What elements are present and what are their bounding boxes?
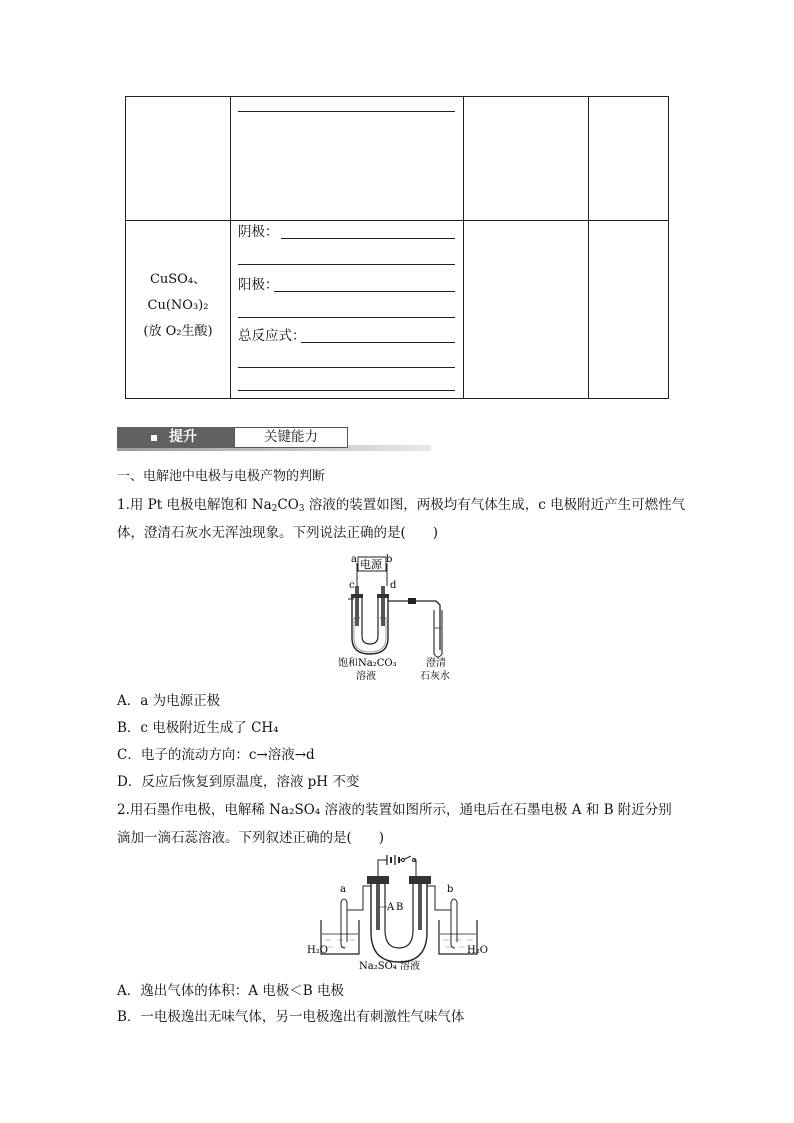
table-cell-4 — [589, 97, 669, 221]
table-cell-equation-1 — [231, 97, 464, 221]
answer-blank — [274, 291, 455, 292]
electrode-c — [355, 586, 359, 626]
q1-line-2: 体，澄清石灰水无浑浊现象。下列说法正确的是( ) — [117, 525, 439, 541]
table-cell-3 — [464, 97, 589, 221]
fig2-label-b: b — [447, 884, 454, 895]
answer-blank — [238, 264, 455, 265]
q1-line-1: 1.用 Pt 电极电解饱和 $Na_2CO_3$ 溶液的装置如图，两极均有气体生成，c 电极附近产生可燃性气 — [117, 497, 686, 514]
q1-option-b: B．c 电极附近生成了 CH₄ — [117, 720, 279, 736]
table-cell-salt-1 — [126, 97, 231, 221]
fig2-water-left: H₂O — [307, 945, 328, 956]
section-heading: 一、电解池中电极与电极产物的判断 — [117, 469, 326, 484]
q2-option-a: A．逸出气体的体积：A 电极＜B 电极 — [117, 983, 345, 999]
table-cell-4 — [589, 221, 669, 399]
q2-line-1: 2.用石墨作电极，电解稀 Na₂SO₄ 溶液的装置如图所示，通电后在石墨电极 A 和 B 附近分别 — [117, 802, 672, 818]
q2-option-b: B．一电极逸出无味气体，另一电极逸出有刺激性气味气体 — [117, 1009, 465, 1025]
total-reaction-label: 总反应式： — [238, 328, 306, 344]
table-cell-salt-2 — [126, 221, 231, 399]
fig2-label-a: a — [340, 884, 346, 895]
fig2-solution-label: Na₂SO₄ 溶液 — [359, 961, 420, 972]
fig2-water-right: H₂O — [467, 945, 488, 956]
gas-delivery-tube — [388, 601, 440, 650]
fig2-label-A: A — [387, 902, 395, 913]
electrode-B — [418, 884, 422, 930]
fig1-lime-line2: 石灰水 — [420, 671, 450, 682]
salt-line-3: (放 O₂生酸) — [143, 324, 213, 339]
answer-blank — [238, 111, 455, 112]
q2-line-2: 滴加一滴石蕊溶液。下列叙述正确的是( ) — [117, 830, 385, 846]
anode-label: 阳极： — [238, 277, 279, 293]
fig1-label-b: b — [386, 554, 393, 565]
table-cell-equation-2 — [231, 221, 464, 399]
q1-apparatus-figure — [330, 550, 470, 686]
salt-line-2: Cu(NO₃)₂ — [147, 298, 209, 313]
fig2-label-B: B — [396, 902, 404, 913]
fig1-power-label: 电源 — [360, 558, 382, 571]
fig1-solution-line2: 溶液 — [356, 671, 376, 682]
electrolysis-table — [125, 96, 669, 399]
banner-title: 关键能力 — [234, 427, 348, 448]
fig1-label-c: c — [349, 580, 355, 591]
answer-blank — [238, 367, 455, 368]
salt-line-1: CuSO₄、 — [149, 272, 207, 287]
q2-apparatus-figure — [303, 852, 493, 972]
fig1-lime-line1: 澄清 — [426, 658, 446, 669]
test-tube — [434, 610, 442, 657]
answer-blank — [301, 342, 455, 343]
q1-option-c: C．电子的流动方向：c→溶液→d — [117, 747, 315, 763]
left-gas-tube — [341, 902, 345, 948]
right-gas-tube — [451, 902, 455, 948]
q1-option-a: A．a 为电源正极 — [117, 693, 221, 709]
banner-tag-text: 提升 — [169, 429, 197, 445]
fig1-solution-line1: 饱和Na₂CO₃ — [338, 658, 397, 669]
answer-blank — [238, 317, 455, 318]
banner-tag — [117, 427, 234, 448]
fig1-label-a: a — [351, 554, 357, 565]
table-cell-3 — [464, 221, 589, 399]
section-banner — [117, 426, 431, 451]
cathode-label: 阴极： — [238, 224, 279, 240]
fig1-label-d: d — [390, 580, 397, 591]
answer-blank — [238, 390, 455, 391]
square-bullet-icon — [151, 435, 157, 441]
electrode-d — [381, 586, 385, 626]
q1-option-d: D．反应后恢复到原温度，溶液 pH 不变 — [117, 774, 360, 790]
answer-blank — [281, 238, 455, 239]
electrode-A — [376, 884, 380, 930]
